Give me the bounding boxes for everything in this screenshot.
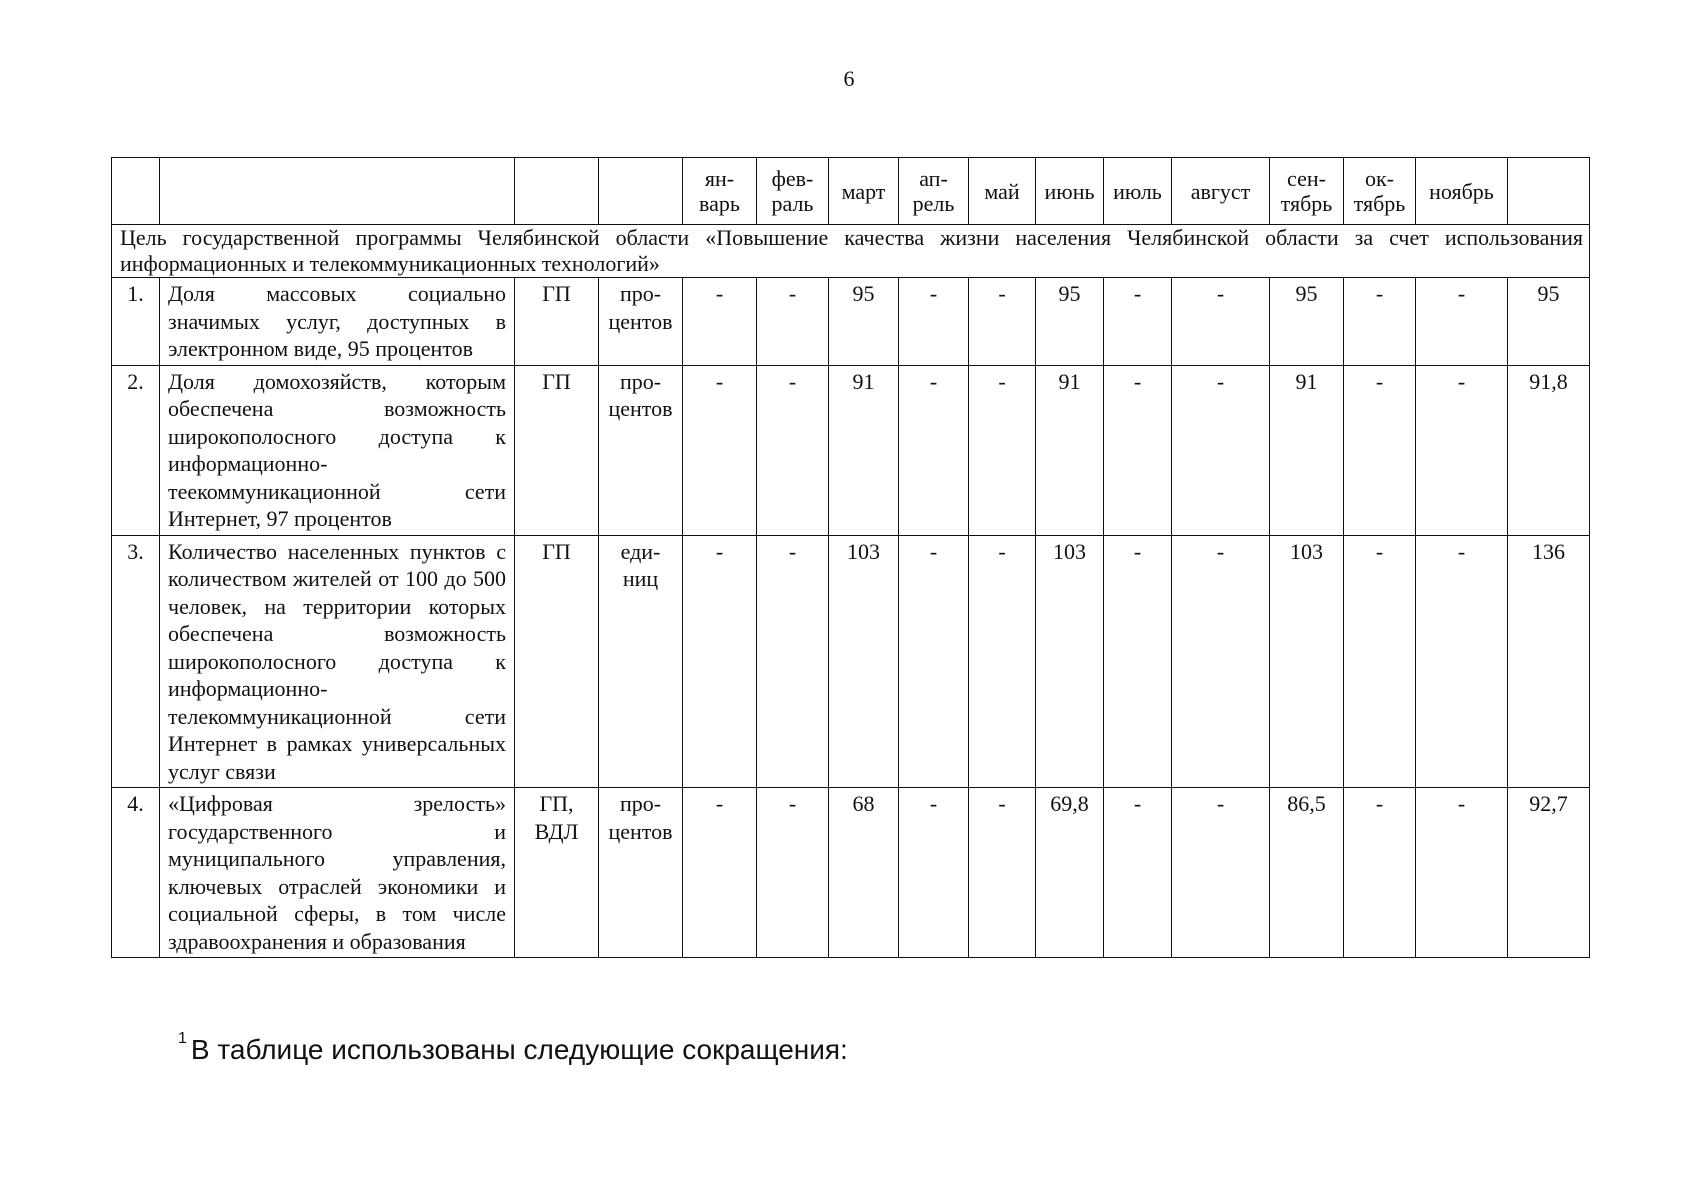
header-month: май	[969, 158, 1036, 225]
month-value: -	[1104, 788, 1172, 958]
row-number: 4.	[112, 788, 160, 958]
month-value: -	[1344, 535, 1416, 788]
indicator-name: Количество населенных пунктов с количеством жителей от 100 до 500 человек, на территории которых обеспечена возможность широкополосного доступа к информационно-телекоммуникационной сети Интернет в рамках универсальных услуг связи	[160, 535, 515, 788]
indicator-name: «Цифровая зрелость» государственного и муниципального управления, ключевых отраслей экономики и социальной сферы, в том числе здравоохранения и образования	[160, 788, 515, 958]
indicator-source: ГП	[515, 535, 599, 788]
month-value: 91	[829, 365, 899, 535]
month-value: -	[969, 365, 1036, 535]
indicator-unit: про- центов	[599, 788, 683, 958]
header-month: сен- тябрь	[1270, 158, 1344, 225]
month-value: -	[1172, 535, 1270, 788]
row-number: 2.	[112, 365, 160, 535]
indicator-plan-table	[111, 157, 1590, 958]
month-value: 91	[1270, 365, 1344, 535]
page-number: 6	[843, 66, 855, 91]
month-value: -	[899, 278, 969, 366]
month-value: -	[1416, 278, 1508, 366]
month-value: -	[1344, 365, 1416, 535]
footnote-mark: 1	[178, 1029, 187, 1047]
month-value: 95	[829, 278, 899, 366]
month-value: -	[1416, 365, 1508, 535]
month-value: -	[683, 365, 757, 535]
month-value: 95	[1036, 278, 1104, 366]
header-month: июнь	[1036, 158, 1104, 225]
month-value: -	[683, 788, 757, 958]
month-value: 91	[1036, 365, 1104, 535]
month-value: 68	[829, 788, 899, 958]
month-value: -	[1104, 365, 1172, 535]
row-number: 3.	[112, 535, 160, 788]
month-value: -	[899, 535, 969, 788]
month-value: -	[757, 278, 829, 366]
month-value: -	[899, 365, 969, 535]
month-value: -	[969, 535, 1036, 788]
month-value: -	[1172, 788, 1270, 958]
indicator-source: ГП, ВДЛ	[515, 788, 599, 958]
month-value: 103	[829, 535, 899, 788]
month-value: 103	[1036, 535, 1104, 788]
month-value: -	[1104, 278, 1172, 366]
table-row	[112, 535, 1590, 788]
header-empty	[599, 158, 683, 225]
table-row	[112, 365, 1590, 535]
indicator-unit: еди- ниц	[599, 535, 683, 788]
header-month: ок- тябрь	[1344, 158, 1416, 225]
indicator-source: ГП	[515, 365, 599, 535]
month-value: -	[683, 278, 757, 366]
header-month: июль	[1104, 158, 1172, 225]
indicator-name: Доля домохозяйств, которым обеспечена возможность широкополосного доступа к информационно-теекоммуникационной сети Интернет, 97 процентов	[160, 365, 515, 535]
header-empty	[1508, 158, 1590, 225]
month-value: -	[757, 788, 829, 958]
header-empty	[515, 158, 599, 225]
goal-text: Цель государственной программы Челябинской области «Повышение качества жизни населения Челябинской области за счет использования информационных и телекоммуникационных технологий»	[112, 225, 1590, 278]
month-value: 95	[1270, 278, 1344, 366]
footnote-text: В таблице использованы следующие сокращения:	[190, 1034, 848, 1065]
header-month: ян- варь	[683, 158, 757, 225]
month-value: -	[1104, 535, 1172, 788]
month-value: -	[1344, 788, 1416, 958]
header-row	[112, 158, 1590, 225]
header-month: ноябрь	[1416, 158, 1508, 225]
month-value: 86,5	[1270, 788, 1344, 958]
month-value: 92,7	[1508, 788, 1590, 958]
header-empty	[160, 158, 515, 225]
month-value: 69,8	[1036, 788, 1104, 958]
table-row	[112, 788, 1590, 958]
indicator-unit: про- центов	[599, 278, 683, 366]
month-value: -	[1344, 278, 1416, 366]
month-value: -	[757, 365, 829, 535]
month-value: 95	[1508, 278, 1590, 366]
indicator-name: Доля массовых социально значимых услуг, доступных в электронном виде, 95 процентов	[160, 278, 515, 366]
month-value: -	[969, 278, 1036, 366]
month-value: 136	[1508, 535, 1590, 788]
header-month: ап- рель	[899, 158, 969, 225]
month-value: -	[757, 535, 829, 788]
month-value: -	[1416, 535, 1508, 788]
header-month: август	[1172, 158, 1270, 225]
header-month: март	[829, 158, 899, 225]
month-value: -	[899, 788, 969, 958]
header-month: фев- раль	[757, 158, 829, 225]
month-value: -	[1172, 278, 1270, 366]
indicator-source: ГП	[515, 278, 599, 366]
table-row	[112, 278, 1590, 366]
footnote	[178, 1029, 848, 1066]
header-empty	[112, 158, 160, 225]
goal-row	[112, 225, 1590, 278]
month-value: -	[1416, 788, 1508, 958]
month-value: -	[969, 788, 1036, 958]
row-number: 1.	[112, 278, 160, 366]
month-value: -	[1172, 365, 1270, 535]
month-value: -	[683, 535, 757, 788]
indicator-unit: про- центов	[599, 365, 683, 535]
month-value: 91,8	[1508, 365, 1590, 535]
month-value: 103	[1270, 535, 1344, 788]
